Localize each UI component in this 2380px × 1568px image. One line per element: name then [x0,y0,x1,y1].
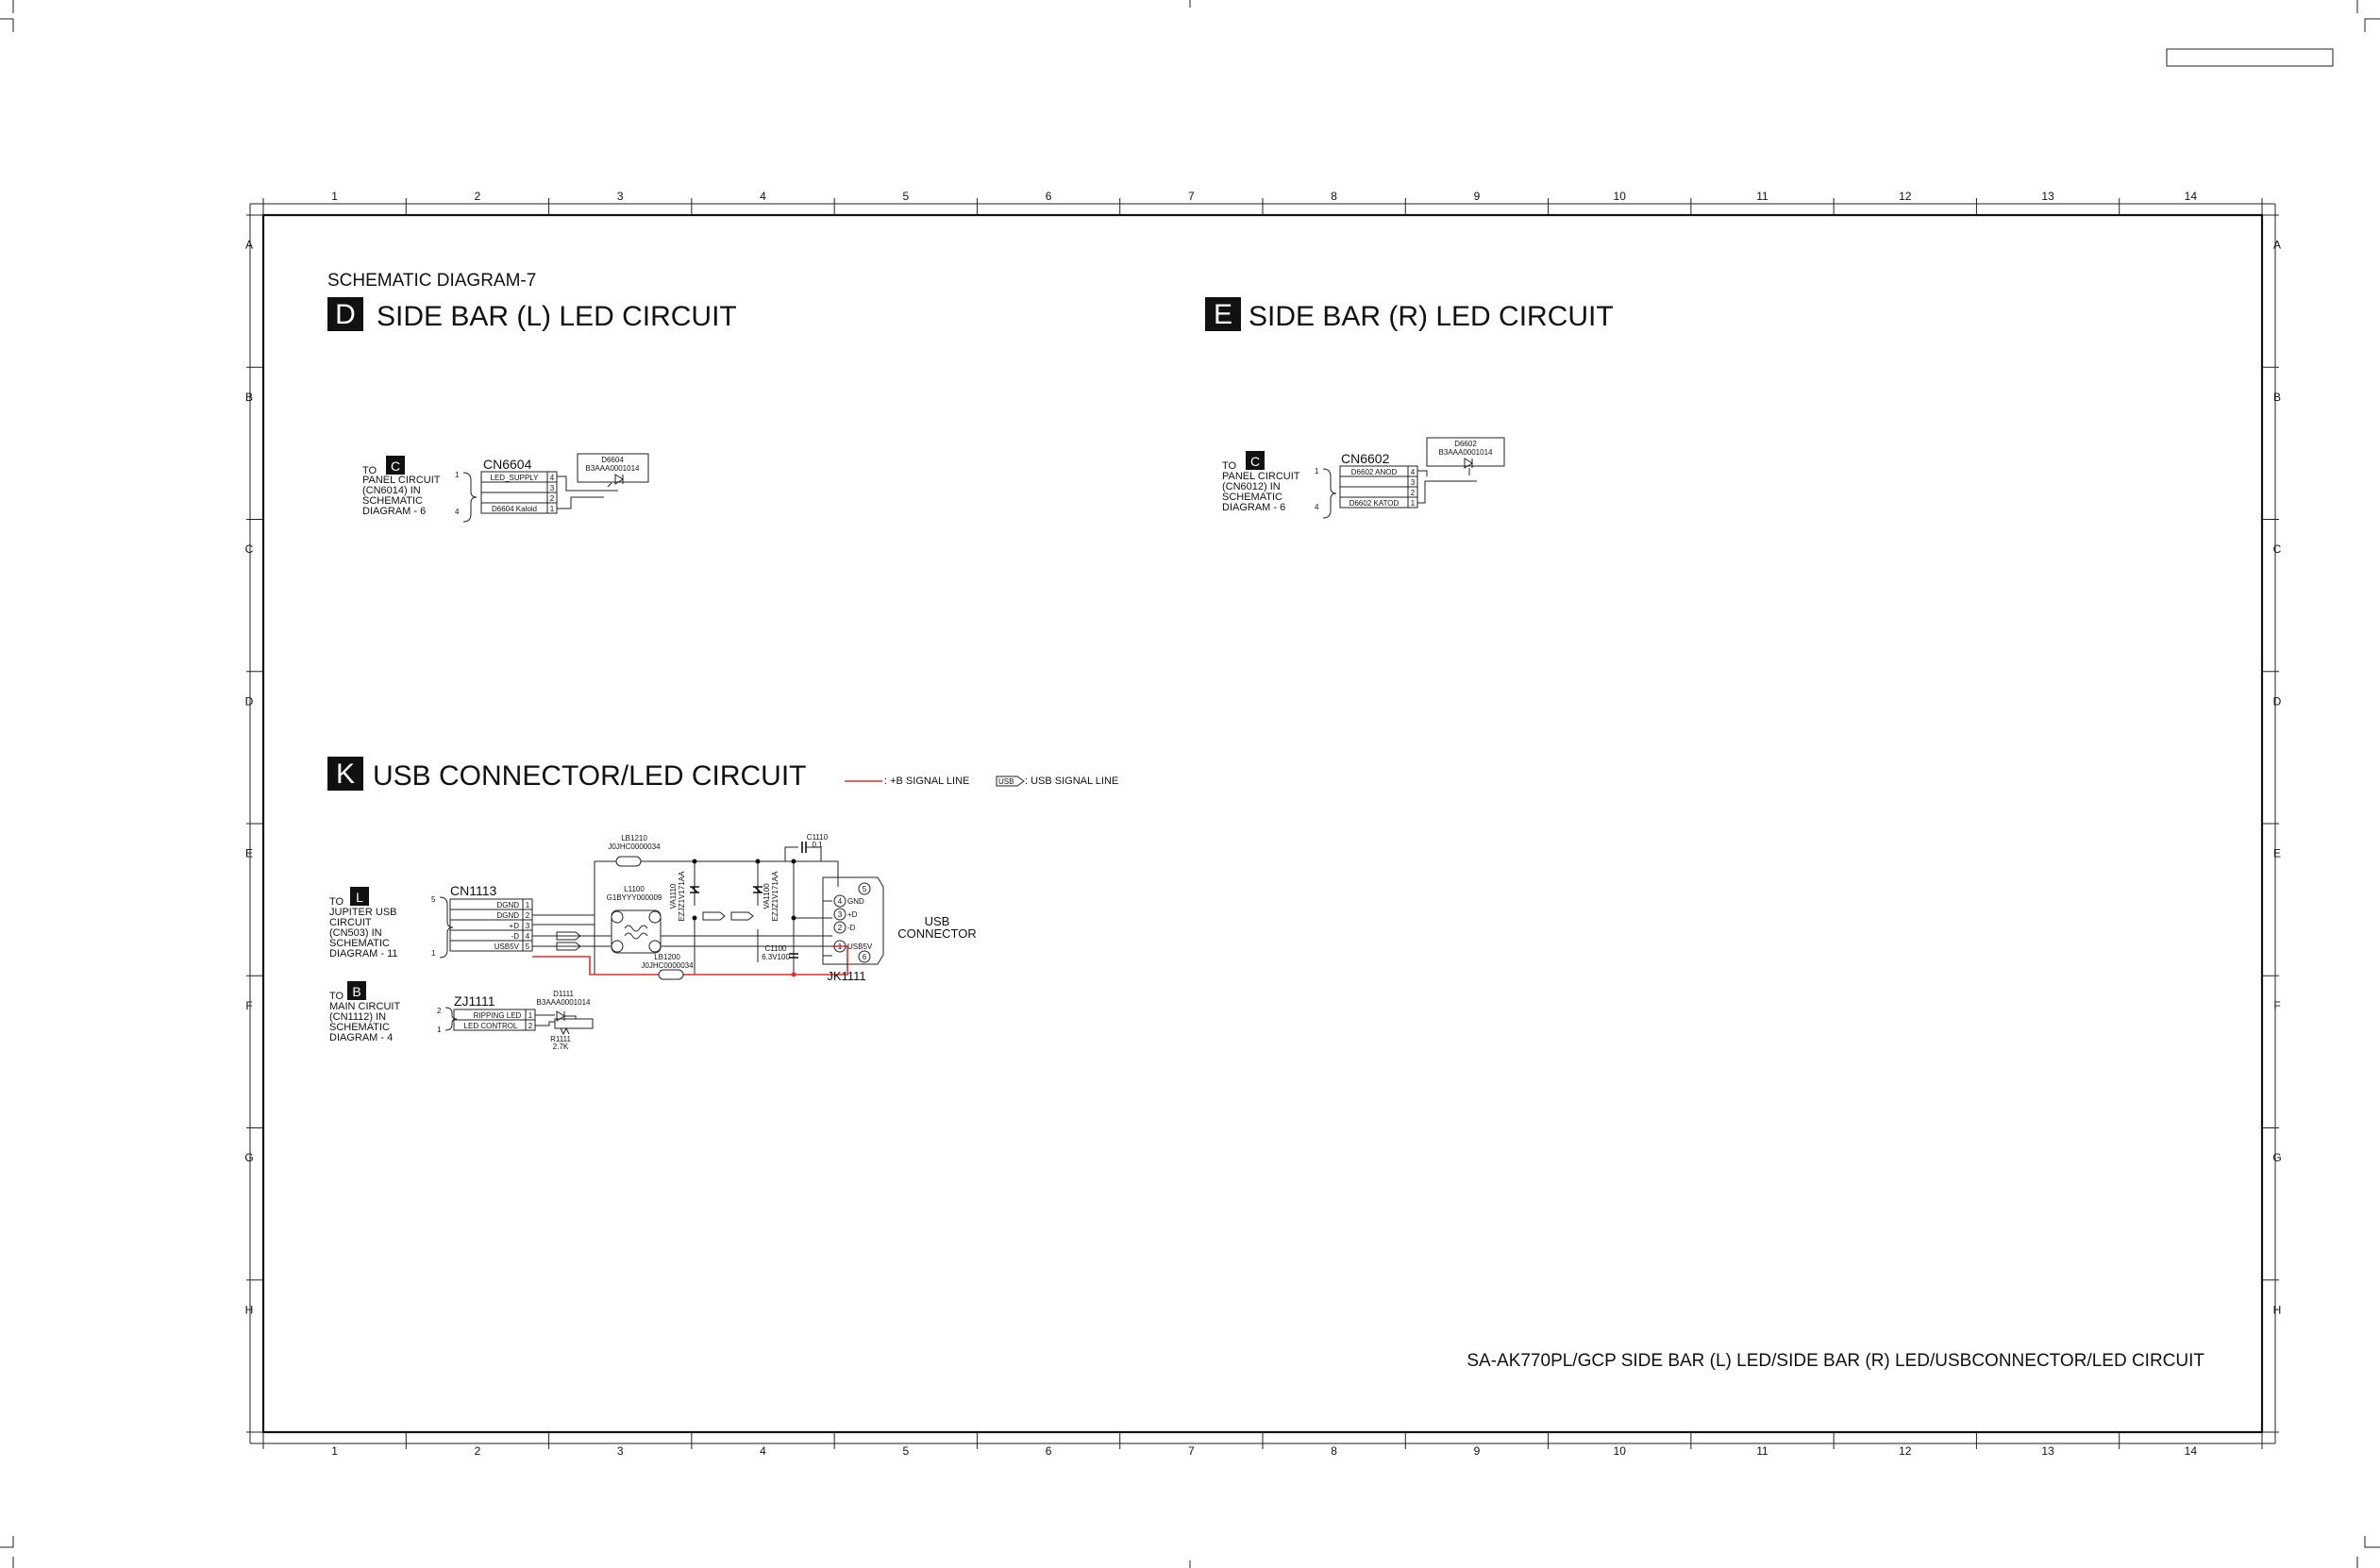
junction-dot [693,916,697,921]
ref-letter: B [352,984,361,999]
svg-text:4: 4 [837,897,843,906]
ref-letter: L [356,890,363,905]
ref-line: JUPITER USB [329,907,397,918]
pin-number: 1 [528,1011,533,1020]
usb-connector-label: CONNECTOR [897,926,977,941]
ruler-row-label: G [2272,1151,2282,1165]
connector-body [450,899,532,951]
component-ref: D1111 [553,990,574,998]
section-title: USB CONNECTOR/LED CIRCUIT [373,760,807,792]
ruler-row-label: D [244,694,254,709]
ruler-column-label: 9 [1473,190,1481,203]
connector-label: CN6604 [483,457,532,472]
component-ref: R1111 [550,1035,571,1043]
ruler-row-label: A [2272,238,2282,252]
section-title: SIDE BAR (R) LED CIRCUIT [1249,301,1614,332]
pin-end-label: 5 [431,895,436,904]
ruler-column-label: 4 [760,190,766,203]
capacitor-c1110 [802,842,806,853]
pin-number: 3 [525,922,530,930]
ruler-column-label: 10 [1613,1444,1626,1458]
component-ref: C1110 [806,833,829,842]
pin-number: 4 [1410,468,1416,476]
component-value: 0.1 [812,841,823,849]
ruler-row-label: F [245,998,253,1012]
component-ref: LB1210 [621,834,647,842]
ruler-column-label: 8 [1331,190,1337,203]
ref-line: PANEL CIRCUIT [1222,471,1300,482]
ruler-column-label: 13 [2041,1444,2054,1458]
d1111-led-wiring [535,1011,593,1034]
component-part: J0JHC0000034 [608,842,661,851]
component-ref: C1100 [764,944,787,953]
grid-ruler [246,198,2282,1449]
ruler-column-label: 13 [2041,190,2054,203]
ref-line: SCHEMATIC [329,1022,390,1033]
led-d6602-wiring [1417,459,1477,503]
usb-jack-jk1111 [823,877,883,964]
pin-number: 4 [549,474,555,482]
ruler-column-label: 5 [902,190,910,203]
ruler-line [250,204,2275,1443]
component-part: B3AAA0001014 [536,998,591,1007]
ruler-column-label: 12 [1899,1444,1912,1458]
pin-label: LED CONTROL [463,1022,518,1030]
led-d6604-wiring [557,475,623,509]
pin-label: USB5V [494,942,519,951]
ref-line: CIRCUIT [329,917,372,928]
usb-connector-label: USB [924,914,950,928]
legend [845,776,1118,787]
section-letter: K [335,759,356,790]
ruler-column-label: 12 [1899,190,1912,203]
pin-number: 3 [1410,478,1416,487]
ruler-row-label: G [244,1151,254,1165]
ruler-row-label: A [244,238,254,252]
pin-label: D6602 ANOD [1350,468,1398,476]
pin-number: 4 [525,932,530,941]
ref-line: DIAGRAM - 6 [362,506,427,517]
ruler-column-label: 7 [1188,190,1195,203]
ref-line: SCHEMATIC [1222,492,1282,503]
component-part: EZJZ1V171AA [771,871,779,922]
ref-brace [440,897,453,958]
ruler-row-label: E [2272,846,2282,860]
component-part: J0JHC0000034 [641,961,694,970]
pin-number: 1 [549,505,555,513]
ref-line: (CN503) IN [329,927,382,939]
usb-signal-glyph: USB [998,777,1014,786]
junction-dot [792,859,796,864]
junction-dot [693,859,697,864]
led-part: B3AAA0001014 [1438,448,1493,457]
junction-dot [792,916,796,921]
component-part: EZJZ1V171AA [678,871,686,922]
ruler-row-label: C [2272,542,2282,557]
ruler-line [250,204,2275,1443]
ref-letter: C [390,459,401,474]
ruler-column-label: 2 [474,1444,481,1458]
ref-to: TO [329,896,344,908]
pin-end-label: 1 [1315,467,1319,475]
pin-label: D6602 KATOD [1349,499,1400,508]
ruler-column-label: 4 [760,1444,766,1458]
ruler-row-label: H [244,1303,254,1317]
pin-label: DGND [496,911,519,920]
ref-to: TO [362,465,377,476]
svg-text:-D: -D [847,924,856,932]
ruler-column-label: 1 [331,1444,338,1458]
usb-signal-legend: : USB SIGNAL LINE [1025,776,1119,787]
pin-end-label: 1 [431,949,436,958]
pin-number: 1 [525,901,530,909]
pin-number: 3 [549,484,555,492]
pin-label: DGND [496,901,519,909]
ref-to: TO [1222,460,1237,472]
ruler-column-label: 10 [1613,190,1626,203]
connector-label: CN1113 [450,883,497,898]
b-signal-legend: : +B SIGNAL LINE [884,776,970,787]
junction-dot [792,973,796,977]
pin-end-label: 1 [455,471,460,479]
pin-number: 2 [1410,489,1416,497]
component-ref: L1100 [624,885,645,893]
pin-end-label: 4 [455,508,460,516]
svg-text:2: 2 [837,924,843,932]
footer-title: SA-AK770PL/GCP SIDE BAR (L) LED/SIDE BAR (R) LED/USBCONNECTOR/LED CIRCUIT [1467,1351,2204,1371]
pin-end-label: 4 [1315,503,1319,511]
svg-text:3: 3 [837,910,843,919]
component-value: 2.7K [552,1043,569,1051]
pin-label: -D [511,932,519,941]
pin-number: 1 [1410,499,1416,508]
ref-line: MAIN CIRCUIT [329,1001,401,1012]
ruler-column-label: 7 [1188,1444,1195,1458]
ruler-column-label: 1 [331,190,338,203]
connector-label: CN6602 [1341,451,1390,466]
section-k-usb-connector-led [327,757,1118,1051]
ferrite-bead-lb1200 [659,970,683,979]
ruler-column-label: 6 [1045,1444,1052,1458]
ref-line: PANEL CIRCUIT [362,475,441,486]
jack-label: JK1111 [827,969,866,983]
svg-text:5: 5 [862,885,867,893]
pin-number: 5 [525,942,530,951]
ruler-column-label: 6 [1045,190,1052,203]
pin-label: LED_SUPPLY [490,474,539,482]
ref-line: (CN6012) IN [1222,481,1281,492]
component-part: G1BYYY000009 [606,893,662,902]
ruler-column-label: 2 [474,190,481,203]
ref-line: DIAGRAM - 4 [329,1032,394,1043]
ref-letter: C [1249,454,1261,469]
ruler-column-label: 14 [2184,1444,2198,1458]
usb-signal-arrows [557,912,753,950]
svg-text:GND: GND [847,897,864,906]
svg-text:1: 1 [837,942,843,951]
pin-label: D6604 Kaloid [491,505,538,513]
ruler-row-label: F [2273,998,2281,1012]
led-ref: D6602 [1454,440,1477,448]
section-letter: E [1213,299,1233,330]
ruler-column-label: 8 [1331,1444,1337,1458]
section-d-side-bar-l [327,297,737,522]
ref-brace [1323,469,1336,518]
drawing-frame [263,215,2262,1432]
ruler-column-label: 11 [1756,1444,1768,1458]
pin-number: 2 [528,1022,533,1030]
ruler-column-label: 11 [1756,190,1768,203]
ruler-column-label: 5 [902,1444,910,1458]
section-letter: D [335,299,356,330]
ref-line: DIAGRAM - 11 [329,948,398,959]
ruler-row-label: H [2272,1303,2282,1317]
ferrite-bead-lb1210 [616,857,641,866]
ruler-column-label: 3 [616,1444,624,1458]
ref-line: SCHEMATIC [329,938,390,949]
ruler-column-label: 3 [616,190,624,203]
ruler-column-label: 14 [2184,190,2198,203]
ref-brace [445,1008,457,1030]
ref-brace [463,473,477,522]
b-signal-line [532,946,847,975]
ref-line: (CN1112) IN [329,1011,387,1023]
diagram-label: SCHEMATIC DIAGRAM-7 [327,271,537,291]
usb-jack-pins [834,883,873,962]
pin-number: 2 [525,911,530,920]
ruler-row-label: B [2272,390,2282,404]
pin-end-label: 1 [437,1026,442,1034]
ruler-row-label: C [244,542,254,557]
pin-label: RIPPING LED [473,1011,522,1020]
ruler-row-label: D [2272,694,2282,709]
pin-end-label: 2 [437,1007,442,1015]
component-value: 6.3V100 [762,953,790,961]
ref-line: DIAGRAM - 6 [1222,502,1286,513]
section-title: SIDE BAR (L) LED CIRCUIT [377,301,737,332]
ruler-row-label: B [244,390,254,404]
component-ref: VA1100 [763,883,771,909]
junction-dot [756,859,761,864]
ruler-column-label: 9 [1473,1444,1481,1458]
ruler-row-label: E [244,846,254,860]
led-ref: D6604 [601,456,624,464]
svg-text:+D: +D [847,910,858,919]
led-part: B3AAA0001014 [585,464,640,473]
title-block-box [2167,49,2333,66]
grid-ruler-labels [244,190,2281,1458]
pin-label: +D [509,922,519,930]
svg-text:USB5V: USB5V [847,942,873,951]
ref-line: (CN6014) IN [362,485,421,496]
component-ref: VA1110 [669,883,678,909]
connector-label: ZJ1111 [454,993,495,1009]
svg-text:6: 6 [862,953,867,961]
ref-to: TO [329,991,344,1002]
section-e-side-bar-r [1205,297,1614,518]
ref-line: SCHEMATIC [362,495,423,507]
component-ref: LB1200 [654,953,680,961]
pin-number: 2 [549,494,555,503]
